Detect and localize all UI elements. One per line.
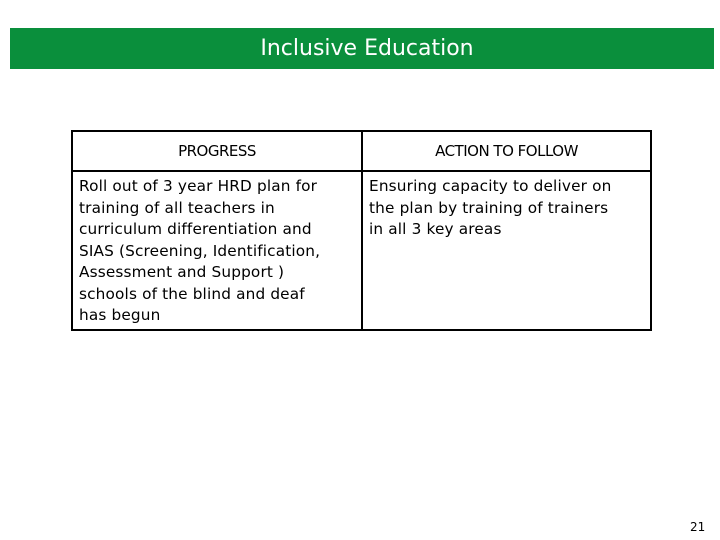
title-bar <box>10 28 714 69</box>
page-number: 21 <box>690 520 706 534</box>
progress-table <box>71 130 652 331</box>
table-header-row <box>72 131 651 171</box>
cell-action <box>362 171 651 330</box>
progress-text: Roll out of 3 year HRD plan for training of all teachers in curriculum differentiation and SIAS (Screening, Identification, Assessment and Support ) schools of the blind and deaf has begun <box>79 177 321 324</box>
action-text: Ensuring capacity to deliver on the plan by training of trainers in all 3 key areas <box>369 177 612 238</box>
slide-title: Inclusive Education <box>260 36 474 61</box>
header-action-to-follow: ACTION TO FOLLOW <box>362 131 651 171</box>
table-row <box>72 171 651 330</box>
cell-progress <box>72 171 362 330</box>
header-progress: PROGRESS <box>72 131 362 171</box>
